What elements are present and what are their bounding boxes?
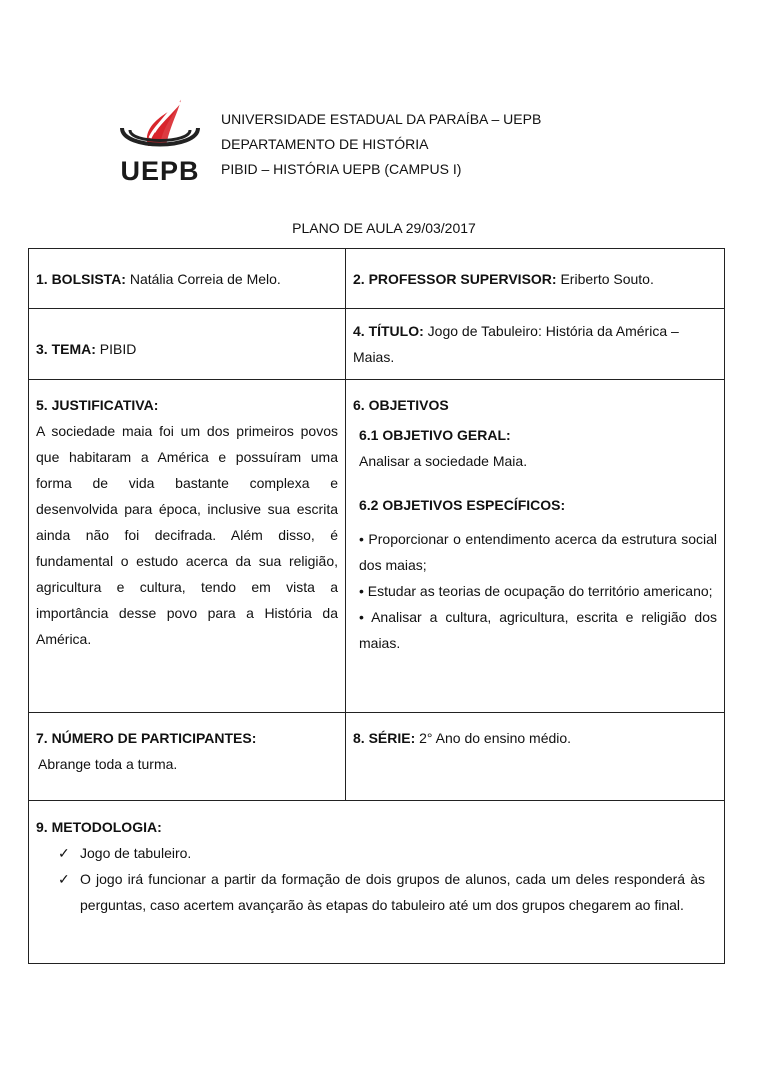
checkmark-icon: ✓ <box>58 871 70 887</box>
list-item <box>36 840 705 866</box>
justificativa-cell <box>29 380 346 713</box>
program-name: PIBID – HISTÓRIA UEPB (CAMPUS I) <box>221 161 462 177</box>
objetivo-geral <box>353 422 717 474</box>
justificativa-label: 5. JUSTIFICATIVA: <box>36 397 159 413</box>
titulo-label: 4. TÍTULO: <box>353 323 424 339</box>
objetivos-especificos <box>353 492 717 656</box>
table-row <box>29 249 725 309</box>
table-row <box>29 380 725 713</box>
uepb-logo <box>108 88 212 184</box>
participantes-label: 7. NÚMERO DE PARTICIPANTES: <box>36 730 257 746</box>
table-row <box>29 309 725 380</box>
uepb-flame-emblem <box>108 88 212 158</box>
professor-label: 2. PROFESSOR SUPERVISOR: <box>353 270 557 287</box>
objetivo-especifico-item: • Estudar as teorias de ocupação do território americano; <box>359 583 713 599</box>
logo-text: UEPB <box>120 156 200 186</box>
tema-value: PIBID <box>95 341 137 357</box>
participantes-value: Abrange toda a turma. <box>38 756 178 772</box>
titulo-value: Jogo de Tabuleiro: História da América – Maias. <box>353 323 679 365</box>
university-name: UNIVERSIDADE ESTADUAL DA PARAÍBA – UEPB <box>221 111 542 127</box>
tema-label: 3. TEMA: <box>36 341 96 357</box>
checkmark-icon: ✓ <box>58 845 70 861</box>
tema-cell <box>29 309 346 380</box>
objetivos-cell <box>346 380 725 713</box>
table-row <box>29 801 725 964</box>
objetivo-geral-text: Analisar a sociedade Maia. <box>359 453 528 469</box>
objetivo-especifico-item: • Analisar a cultura, agricultura, escrita e religião dos maias. <box>359 609 717 651</box>
serie-cell <box>346 713 725 801</box>
bolsista-cell <box>29 249 346 309</box>
objetivos-label: 6. OBJETIVOS <box>353 397 449 413</box>
justificativa-text: A sociedade maia foi um dos primeiros povos que habitaram a América e possuíram uma forma de vida bastante complexa e desenvolvida para época, inclusive sua escrita ainda não foi decifrada. Além disso, é fundamental o estudo acerca da sua religião, agricultura e cultura, tendo em vista a importância desse povo para a História da América. <box>36 423 338 647</box>
metodologia-item: Jogo de tabuleiro. <box>80 845 192 861</box>
professor-cell <box>346 249 725 309</box>
serie-value: 2° Ano do ensino médio. <box>415 730 572 746</box>
department-name: DEPARTAMENTO DE HISTÓRIA <box>221 136 429 152</box>
objetivo-especifico-item: • Proporcionar o entendimento acerca da estrutura social dos maias; <box>359 531 717 573</box>
list-item <box>36 866 705 918</box>
professor-value: Eriberto Souto. <box>556 270 654 287</box>
titulo-cell <box>346 309 725 380</box>
serie-label: 8. SÉRIE: <box>353 730 416 746</box>
participantes-cell <box>29 713 346 801</box>
bolsista-value: Natália Correia de Melo. <box>125 270 281 287</box>
institution-header <box>221 107 541 182</box>
metodologia-cell <box>29 801 725 964</box>
objetivos-especificos-label: 6.2 OBJETIVOS ESPECÍFICOS: <box>359 497 566 513</box>
bolsista-label: 1. BOLSISTA: <box>36 270 126 287</box>
lesson-plan-table <box>28 248 725 964</box>
table-row <box>29 713 725 801</box>
objetivo-geral-label: 6.1 OBJETIVO GERAL: <box>359 427 511 443</box>
plan-title: PLANO DE AULA 29/03/2017 <box>292 220 476 236</box>
metodologia-item: O jogo irá funcionar a partir da formação de dois grupos de alunos, cada um deles responderá às perguntas, caso acertem avançarão às etapas do tabuleiro até um dos grupos chegarem ao final. <box>80 871 705 913</box>
metodologia-label: 9. METODOLOGIA: <box>36 819 162 835</box>
